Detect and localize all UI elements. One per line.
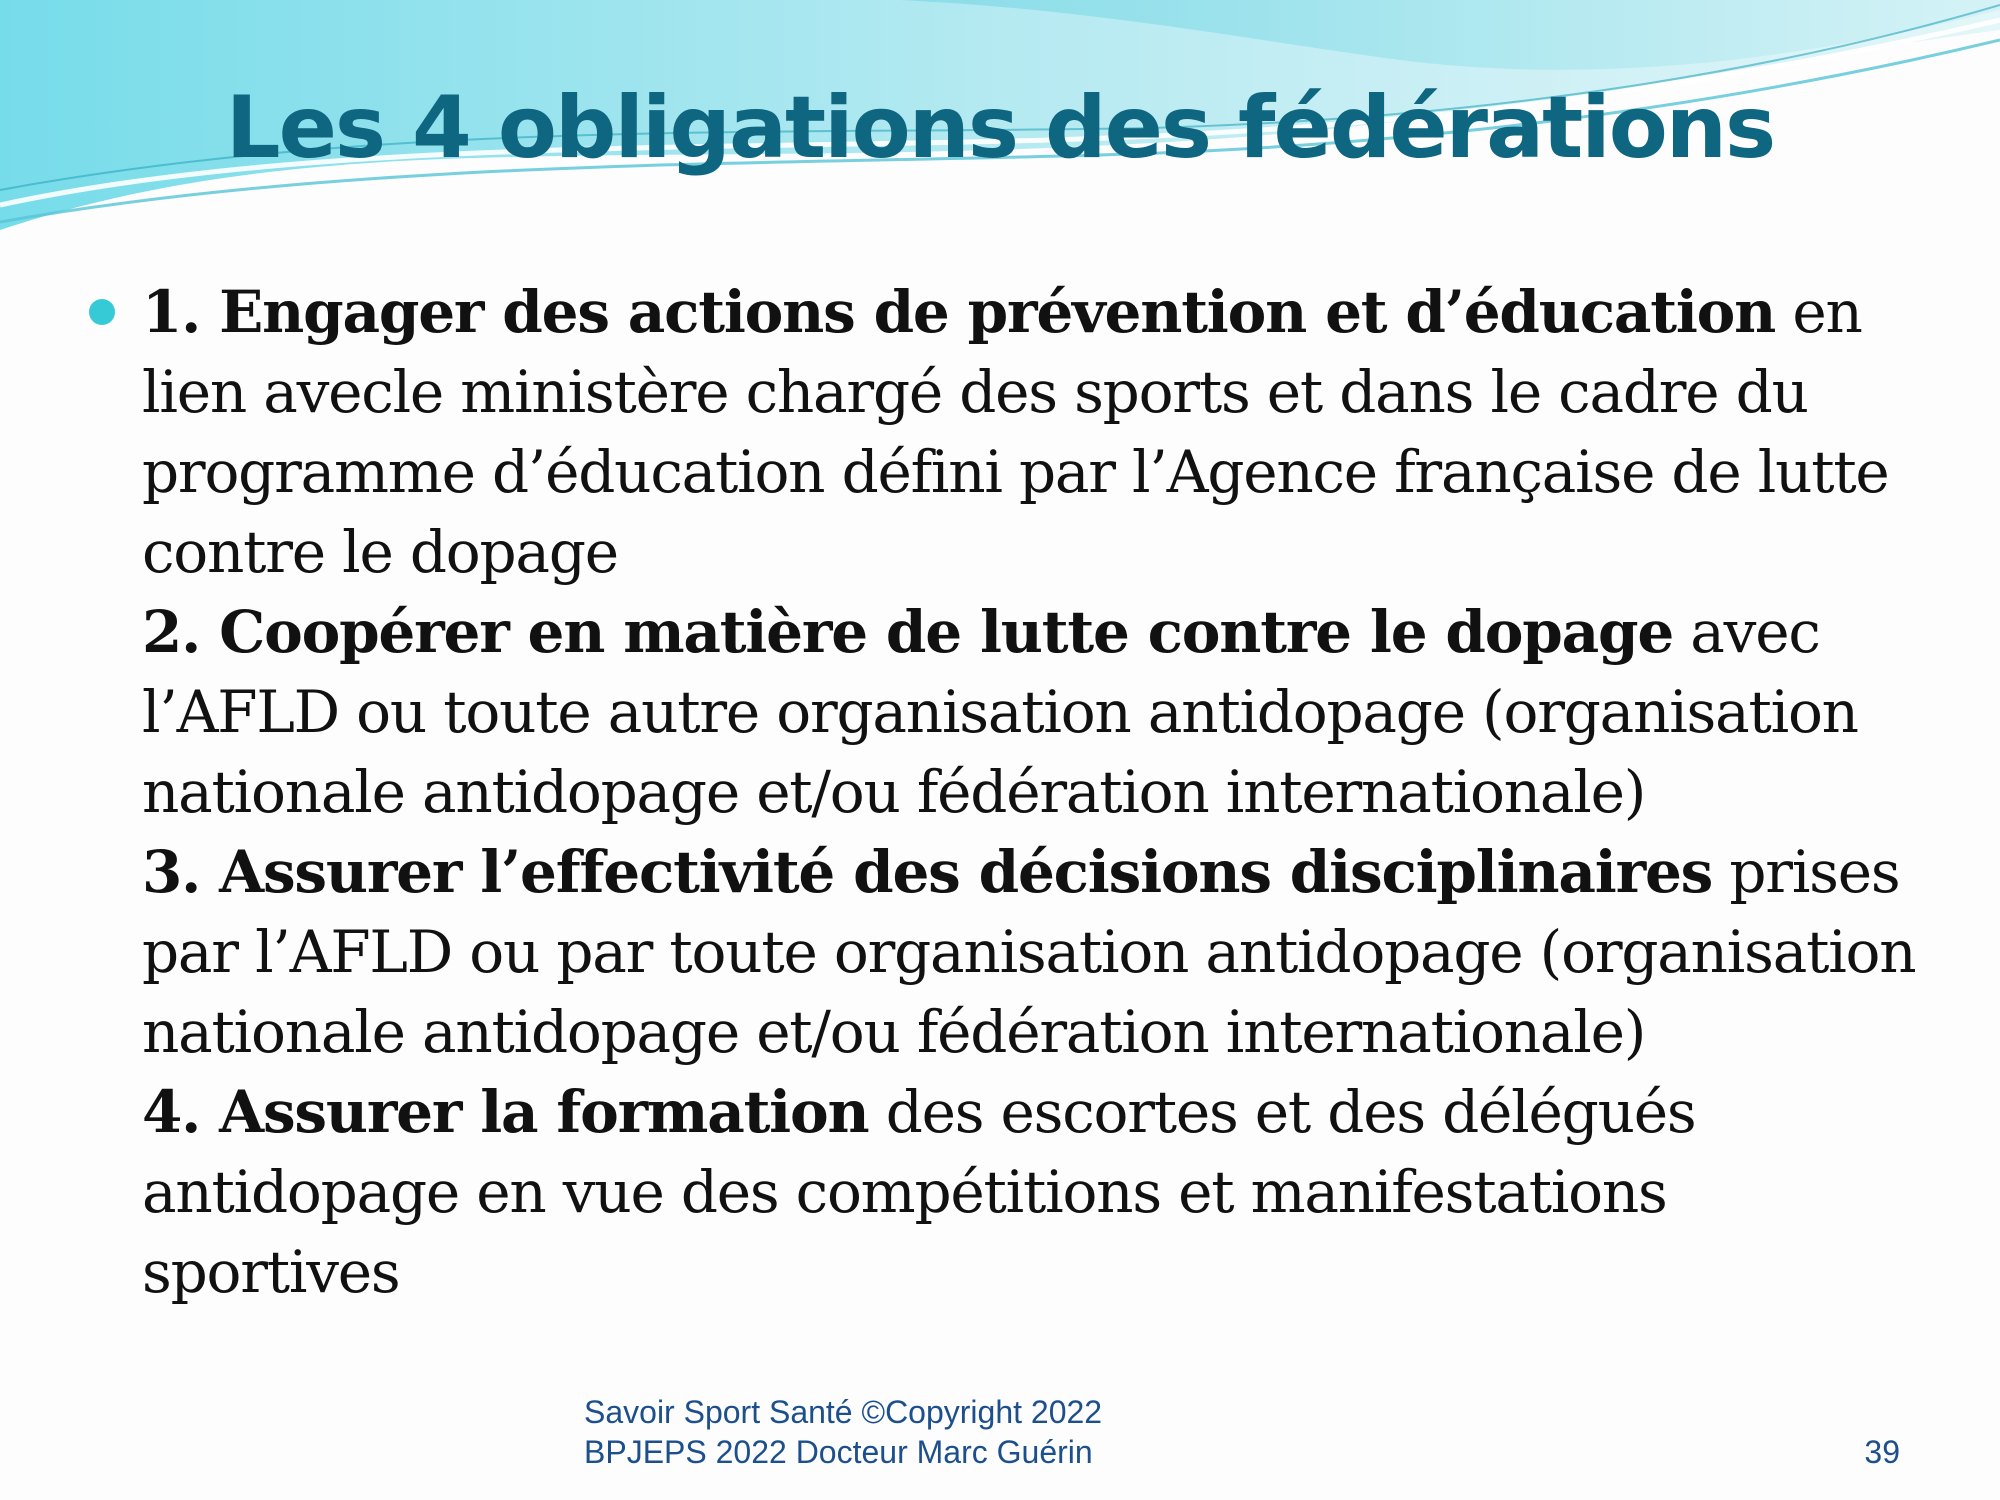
slide-body [142, 272, 1922, 1312]
page-number: 39 [1864, 1434, 1900, 1470]
obligation-text-3: prises par l’AFLD ou par toute organisation antidopage (organisation nationale antidopage et/ou fédération internationale) [142, 838, 1916, 1066]
obligation-heading-4: 4. Assurer la formation [142, 1078, 869, 1146]
obligation-item-2 [142, 592, 1922, 832]
slide-footer [584, 1392, 1102, 1472]
slide-title: Les 4 obligations des fédérations [225, 78, 1775, 178]
obligation-heading-2: 2. Coopérer en matière de lutte contre le dopage [142, 598, 1674, 666]
bullet-icon [89, 299, 115, 325]
obligation-text-4: des escortes et des délégués antidopage en vue des compétitions et manifestations sportives [142, 1078, 1696, 1306]
obligation-heading-3: 3. Assurer l’effectivité des décisions disciplinaires [142, 838, 1713, 906]
footer-author: BPJEPS 2022 Docteur Marc Guérin [584, 1434, 1093, 1470]
obligation-item-1 [142, 272, 1922, 592]
obligation-heading-1: 1. Engager des actions de prévention et d’éducation [142, 278, 1776, 346]
obligation-item-4 [142, 1072, 1922, 1312]
obligation-item-3 [142, 832, 1922, 1072]
obligation-text-1: en lien avecle ministère chargé des sports et dans le cadre du programme d’éducation défini par l’Agence française de lutte contre le dopage [142, 278, 1889, 586]
footer-copyright: Savoir Sport Santé ©Copyright 2022 [584, 1394, 1103, 1430]
obligation-text-2: avec l’AFLD ou toute autre organisation antidopage (organisation nationale antidopage et/ou fédération internationale) [142, 598, 1858, 826]
